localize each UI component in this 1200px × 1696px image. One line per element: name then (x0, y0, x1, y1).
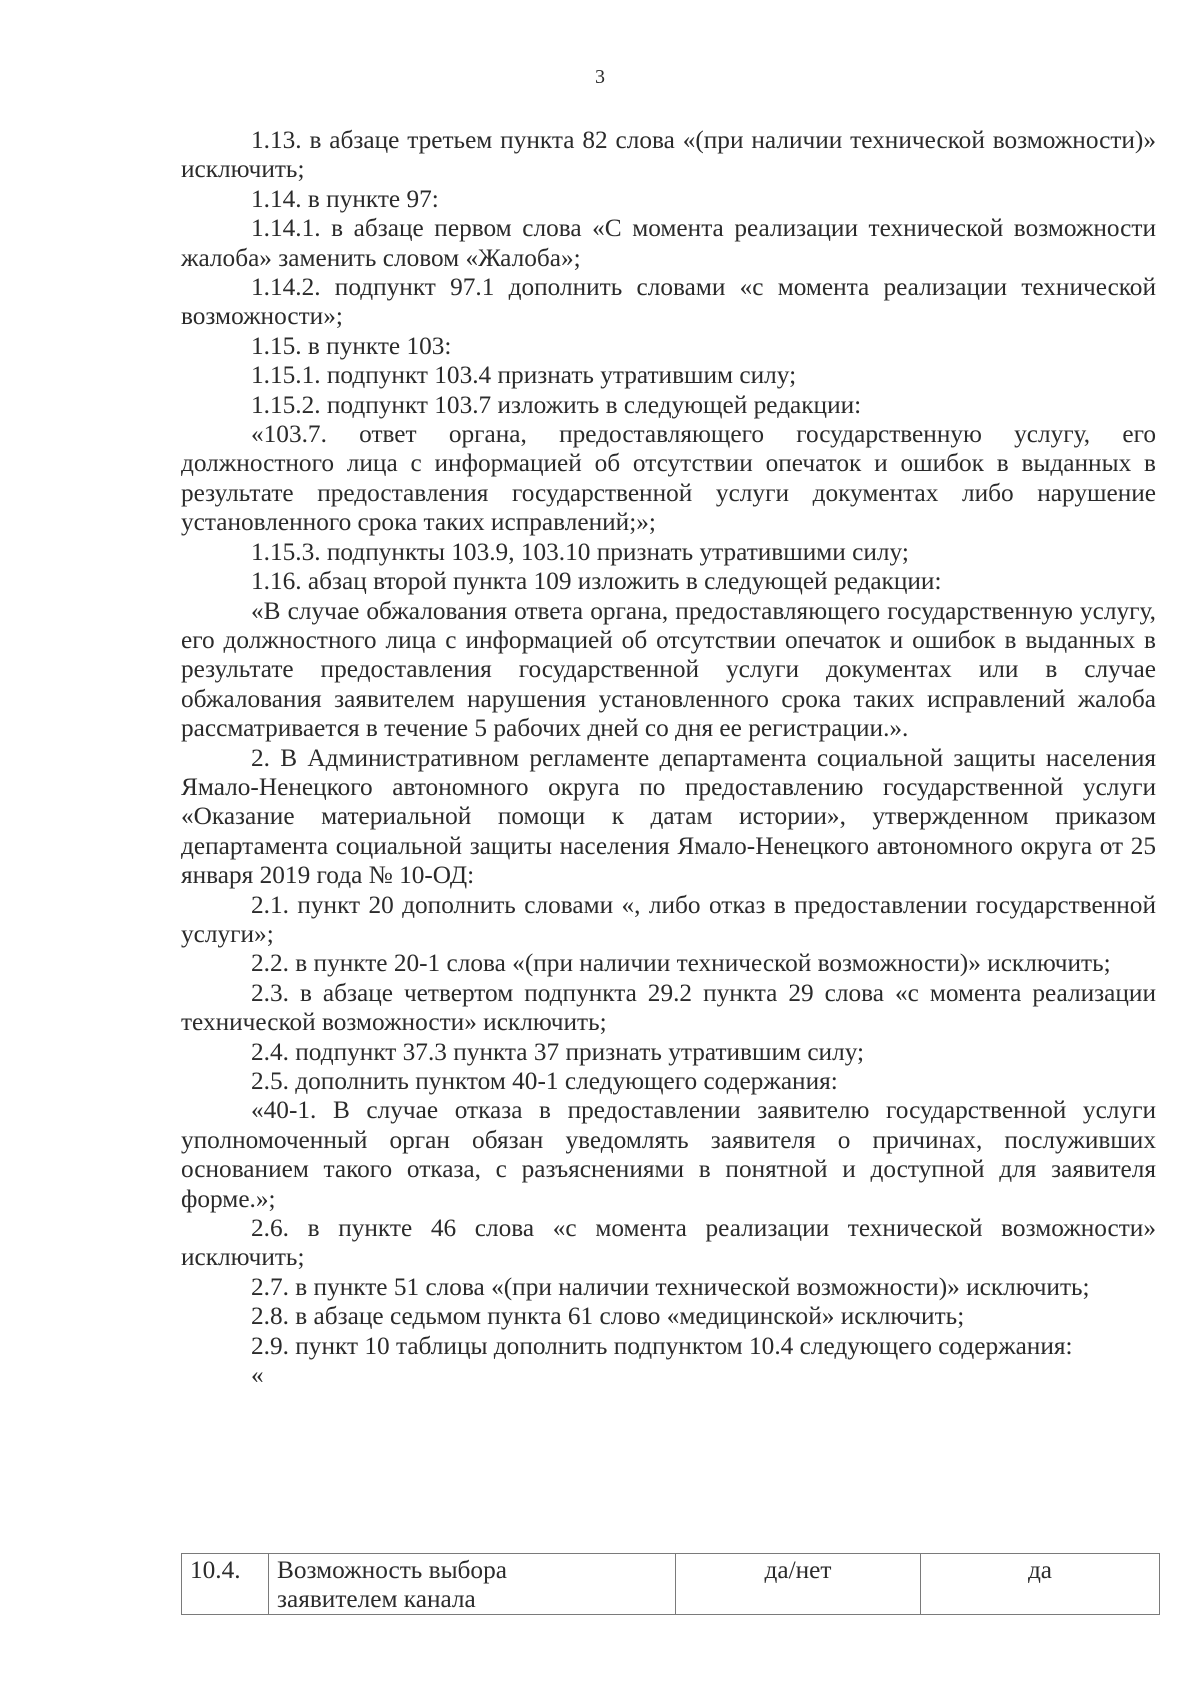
paragraph-2-3: 2.3. в абзаце четвертом подпункта 29.2 пункта 29 слова «с момента реализации технической возможности» исключить; (181, 978, 1156, 1037)
paragraph-2-1: 2.1. пункт 20 дополнить словами «, либо отказ в предоставлении государственной услуги»; (181, 890, 1156, 948)
paragraph-2-6: 2.6. в пункте 46 слова «с момента реализации технической возможности» исключить; (181, 1214, 1156, 1272)
paragraph-2-9: 2.9. пункт 10 таблицы дополнить подпунктом 10.4 следующего содержания: (251, 1331, 1073, 1360)
row-value-cell: да (921, 1554, 1160, 1615)
paragraph-2-5: 2.5. дополнить пунктом 40-1 следующего содержания: (251, 1067, 838, 1095)
paragraph-1-13: 1.13. в абзаце третьем пункта 82 слова «(при наличии технической возможности)» исключить; (181, 126, 1156, 184)
row-description-cell (269, 1554, 676, 1615)
paragraph-40-1-quote: «40-1. В случае отказа в предоставлении заявителю государственной услуги уполномоченный орган обязан уведомлять заявителя о причинах, послуживших основанием такого отказа, с разъяснениями в понятной и доступной для заявителя форме.»; (181, 1096, 1156, 1213)
paragraph-2-2: 2.2. в пункте 20-1 слова «(при наличии технической возможности)» исключить; (251, 949, 1111, 978)
row-number-cell: 10.4. (182, 1554, 269, 1615)
page-number: 3 (595, 66, 605, 88)
row-unit-cell: да/нет (676, 1554, 921, 1615)
paragraph-109-quote: «В случае обжалования ответа органа, предоставляющего государственную услугу, его должностного лица с информацией об отсутствии опечаток и ошибок в выданных в результате предоставления государственной услуги документах или в случае обжалования заявителем нарушения установленного срока таких исправлений жалоба рассматривается в течение 5 рабочих дней со дня ее регистрации.». (181, 596, 1156, 743)
document-body (181, 126, 1156, 1390)
table-opening-quote: « (251, 1361, 264, 1390)
paragraph-1-14: 1.14. в пункте 97: (251, 184, 439, 213)
paragraph-1-15-2: 1.15.2. подпункт 103.7 изложить в следующей редакции: (251, 390, 862, 419)
row-description-line-2: заявителем канала (277, 1585, 476, 1613)
paragraph-1-15-1: 1.15.1. подпункт 103.4 признать утратившим силу; (251, 361, 797, 390)
paragraph-2-4: 2.4. подпункт 37.3 пункта 37 признать утратившим силу; (251, 1037, 865, 1066)
paragraph-1-16: 1.16. абзац второй пункта 109 изложить в следующей редакции: (251, 567, 942, 596)
paragraph-2: 2. В Административном регламенте департамента социальной защиты населения Ямало-Ненецкого автономного округа по предоставлению государственной услуги «Оказание материальной помощи к датам истории», утвержденном приказом департамента социальной защиты населения Ямало-Ненецкого автономного округа от 25 января 2019 года № 10-ОД: (181, 743, 1156, 890)
row-description-line-1: Возможность выбора (277, 1556, 507, 1584)
paragraph-103-7-quote: «103.7. ответ органа, предоставляющего государственную услугу, его должностного лица с информацией об отсутствии опечаток и ошибок в выданных в результате предоставления государственной услуги документах либо нарушение установленного срока таких исправлений;»; (181, 420, 1156, 537)
paragraph-2-7: 2.7. в пункте 51 слова «(при наличии технической возможности)» исключить; (251, 1272, 1090, 1301)
paragraph-1-14-2: 1.14.2. подпункт 97.1 дополнить словами «с момента реализации технической возможности»; (181, 273, 1156, 331)
indicator-table (181, 1553, 1160, 1615)
paragraph-1-14-1: 1.14.1. в абзаце первом слова «С момента реализации технической возможности жалоба» заменить словом «Жалоба»; (181, 214, 1156, 272)
table-row (182, 1554, 1160, 1615)
paragraph-2-8: 2.8. в абзаце седьмом пункта 61 слово «медицинской» исключить; (251, 1302, 965, 1331)
paragraph-1-15: 1.15. в пункте 103: (251, 331, 452, 360)
paragraph-1-15-3: 1.15.3. подпункты 103.9, 103.10 признать утратившими силу; (251, 537, 909, 566)
